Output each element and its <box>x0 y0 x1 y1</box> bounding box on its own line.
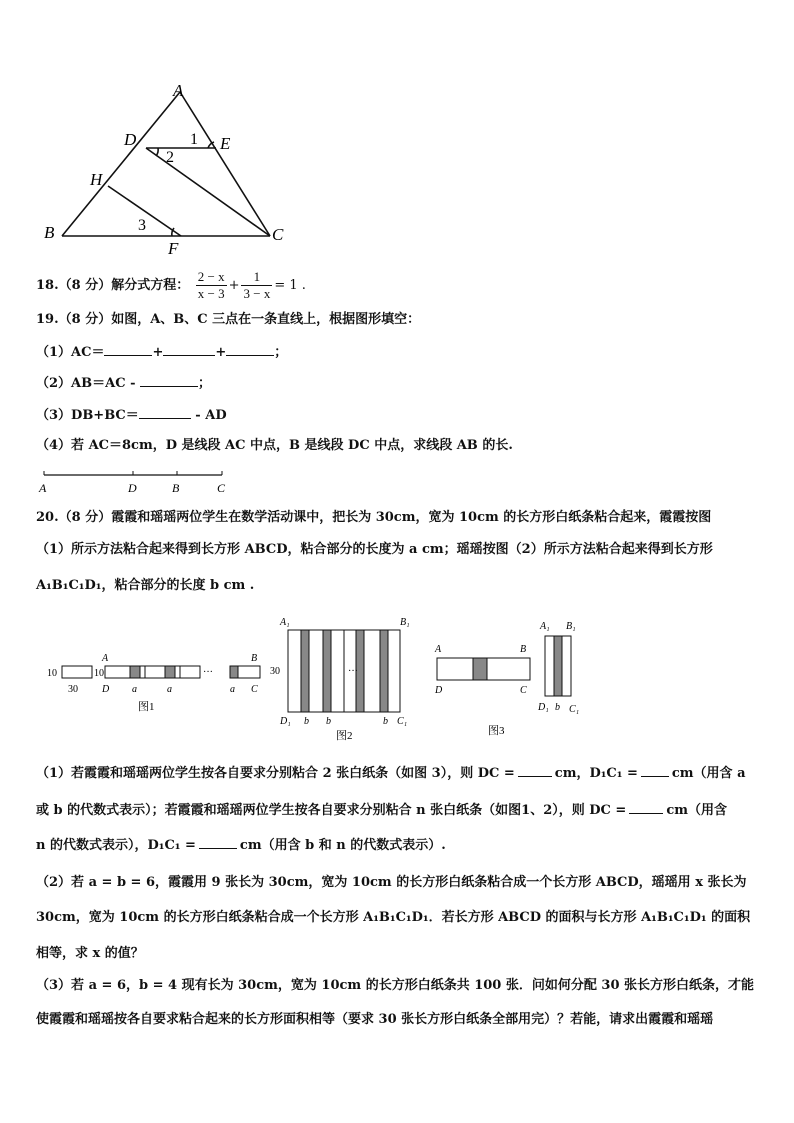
answer-blank[interactable] <box>163 341 215 356</box>
angle-1-label: 1 <box>190 131 198 148</box>
q20-s1-line-1 <box>36 762 746 784</box>
vertex-f-label: F <box>168 239 179 258</box>
answer-blank[interactable] <box>199 834 237 849</box>
q18-plus: + <box>228 278 240 293</box>
q19-part-4: （4）若 AC＝8cm，D 是线段 AC 中点，B 是线段 DC 中点，求线段 AB 的长. <box>36 438 513 453</box>
q18-frac1-numerator: 2 − x <box>197 269 225 284</box>
fig1-dots: ··· <box>203 667 213 678</box>
q18-tail: = 1 . <box>274 278 306 293</box>
fig1-length-30: 30 <box>68 684 78 695</box>
segment-figure <box>36 465 236 497</box>
fig1-width-10b: 10 <box>94 668 104 679</box>
vertex-h-label: H <box>90 170 103 189</box>
figure-2 <box>266 612 426 742</box>
fig3-label-c: C <box>520 685 527 696</box>
fig1-label-a: A <box>102 653 109 664</box>
fig3-label-d1: D₁ <box>538 702 549 713</box>
q20-s1-line-2 <box>36 799 727 821</box>
q20-s3-line-2: 使霞霞和瑶瑶按各自要求粘合起来的长方形面积相等（要求 30 张长方形白纸条全部用完）？若能，请求出霞霞和瑶瑶 <box>36 1012 714 1027</box>
answer-blank[interactable] <box>518 762 552 777</box>
figure-1 <box>40 640 270 720</box>
q18-prefix: 18.（8 分）解分式方程： <box>36 278 190 293</box>
vertex-b-label: B <box>44 223 55 242</box>
q20-s1-line-3 <box>36 834 446 856</box>
fig2-label-d1: D₁ <box>280 716 291 727</box>
fig2-label-b1: B₁ <box>400 617 410 628</box>
q18-fraction-2 <box>241 269 272 302</box>
fig1-label-d: D <box>102 684 110 695</box>
fig3-label-a: A <box>435 644 442 655</box>
fig1-a-3: a <box>230 684 235 695</box>
fig2-dots: ··· <box>348 666 358 677</box>
q19-p3-prefix: （3）DB+BC＝ <box>36 408 139 423</box>
fig3-b: b <box>555 702 560 713</box>
q20-s1-l1-c: cm（用含 a <box>671 766 746 781</box>
q19-intro: 19.（8 分）如图，A、B、C 三点在一条直线上，根据图形填空： <box>36 312 421 327</box>
vertex-c-label: C <box>272 225 284 244</box>
fig2-b-3: b <box>383 716 388 727</box>
fig1-a-2: a <box>167 684 172 695</box>
q19-p1-plus-2: + <box>215 345 227 360</box>
q19-p2-end: ； <box>198 376 212 391</box>
fig3-caption: 图3 <box>488 725 505 737</box>
q18-frac2-denominator: 3 − x <box>243 286 271 301</box>
answer-blank[interactable] <box>226 341 274 356</box>
q19-p3-end: - AD <box>190 408 227 423</box>
q20-s1-l2-a: 或 b 的代数式表示）；若霞霞和瑶瑶两位学生按各自要求分别粘合 n 张白纸条（如图1、2），则 DC = <box>36 803 627 818</box>
point-b-label: B <box>172 481 180 495</box>
fig2-caption: 图2 <box>336 730 353 742</box>
q20-s2-line-2: 30cm，宽为 10cm 的长方形白纸条粘合成一个长方形 A₁B₁C₁D₁．若长方形 ABCD 的面积与长方形 A₁B₁C₁D₁ 的面积 <box>36 910 751 925</box>
fig1-caption: 图1 <box>138 701 155 713</box>
q20-line-3: A₁B₁C₁D₁，粘合部分的长度 b cm . <box>36 578 255 593</box>
q18-frac2-numerator: 1 <box>241 269 272 286</box>
q19-p1-plus-1: + <box>152 345 164 360</box>
q20-s1-l1-b: cm，D₁C₁ = <box>554 766 638 781</box>
fig3-label-a1: A₁ <box>540 621 550 632</box>
answer-blank[interactable] <box>104 341 152 356</box>
q20-s1-l3-a: n 的代数式表示），D₁C₁ = <box>36 838 196 853</box>
figure-3 <box>430 612 600 742</box>
angle-2-label: 2 <box>166 149 174 166</box>
answer-blank[interactable] <box>140 372 198 387</box>
q18-fraction-1 <box>196 269 227 302</box>
angle-3-label: 3 <box>138 217 146 234</box>
q20-line-2: （1）所示方法粘合起来得到长方形 ABCD，粘合部分的长度为 a cm；瑶瑶按图（2）所示方法粘合起来得到长方形 <box>36 542 713 557</box>
fig3-label-d: D <box>435 685 443 696</box>
q20-s1-l3-b: cm（用含 b 和 n 的代数式表示）. <box>239 838 446 853</box>
q19-p1-prefix: （1）AC＝ <box>36 345 105 360</box>
answer-blank[interactable] <box>641 762 669 777</box>
q20-line-1: 20.（8 分）霞霞和瑶瑶两位学生在数学活动课中，把长为 30cm，宽为 10cm 的长方形白纸条粘合起来，霞霞按图 <box>36 510 712 525</box>
vertex-e-label: E <box>220 134 231 153</box>
point-d-label: D <box>128 481 137 495</box>
vertex-a-label: A <box>173 81 184 100</box>
fig1-label-b: B <box>251 653 258 664</box>
fig2-label-c1: C₁ <box>397 716 408 727</box>
fig3-label-b1: B₁ <box>566 621 576 632</box>
answer-blank[interactable] <box>629 799 663 814</box>
fig3-label-b: B <box>520 644 527 655</box>
q19-part-1 <box>36 341 287 363</box>
fig1-label-c: C <box>251 684 258 695</box>
answer-blank[interactable] <box>139 404 191 419</box>
q20-s1-l2-b: cm（用含 <box>666 803 727 818</box>
q19-p1-end: ； <box>274 345 288 360</box>
point-a-label: A <box>39 481 47 495</box>
fig3-label-c1: C₁ <box>569 704 580 715</box>
q20-s2-line-3: 相等，求 x 的值？ <box>36 946 144 961</box>
q19-part-2 <box>36 372 211 394</box>
fig1-width-10: 10 <box>47 668 57 679</box>
question-18 <box>36 268 306 304</box>
fig2-label-a1: A₁ <box>280 617 290 628</box>
vertex-d-label: D <box>124 130 137 149</box>
fig2-b-1: b <box>304 716 309 727</box>
fig1-a-1: a <box>132 684 137 695</box>
fig2-b-2: b <box>326 716 331 727</box>
q18-frac1-denominator: x − 3 <box>197 286 225 301</box>
triangle-figure <box>38 78 298 258</box>
q20-s1-l1-a: （1）若霞霞和瑶瑶两位学生按各自要求分别粘合 2 张白纸条（如图 3），则 DC = <box>36 766 515 781</box>
q19-p2-prefix: （2）AB＝AC - <box>36 376 141 391</box>
q20-s3-line-1: （3）若 a = 6，b = 4 现有长为 30cm，宽为 10cm 的长方形白纸条共 100 张．问如何分配 30 张长方形白纸条，才能 <box>36 978 755 993</box>
q20-s2-line-1: （2）若 a = b = 6，霞霞用 9 张长为 30cm，宽为 10cm 的长方形白纸条粘合成一个长方形 ABCD，瑶瑶用 x 张长为 <box>36 875 747 890</box>
fig2-height-30: 30 <box>270 666 280 677</box>
point-c-label: C <box>217 481 226 495</box>
q19-part-3 <box>36 404 227 426</box>
